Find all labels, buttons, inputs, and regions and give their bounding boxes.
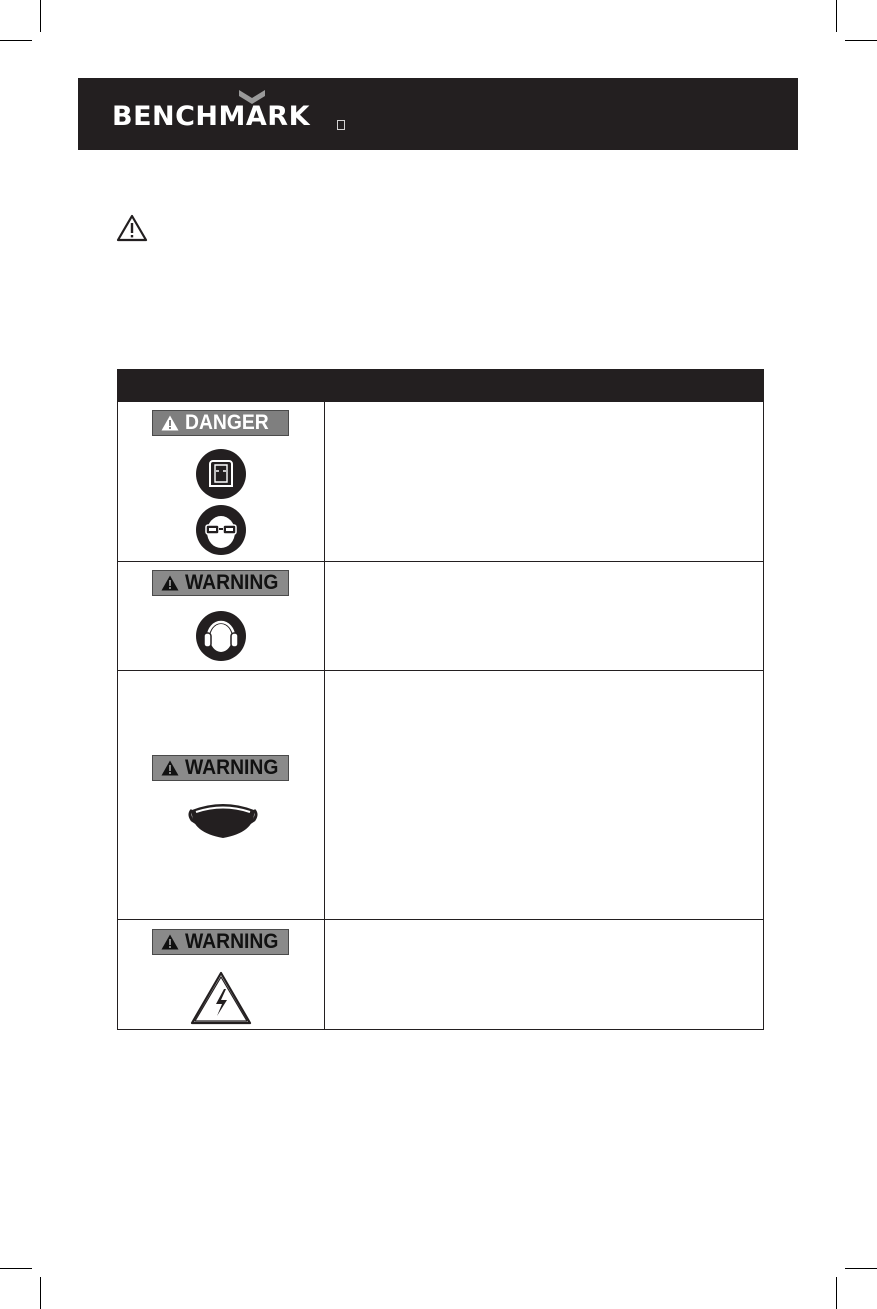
alert-triangle-icon (161, 575, 179, 591)
safety-glasses-icon (196, 505, 246, 555)
column-divider (324, 562, 325, 670)
column-divider (324, 920, 325, 1029)
crop-mark (845, 1268, 877, 1269)
crop-mark (40, 1277, 41, 1309)
table-header (118, 370, 763, 401)
alert-triangle-icon (161, 415, 179, 431)
crop-mark (0, 40, 32, 41)
signal-word: DANGER (185, 411, 269, 434)
table-row (118, 401, 763, 561)
table-row (118, 670, 763, 919)
logo-wordmark: BENCHMARK (112, 101, 311, 132)
hearing-protection-icon (196, 611, 246, 661)
alert-triangle-icon (161, 934, 179, 950)
column-divider (324, 402, 325, 561)
alert-triangle-icon (161, 760, 179, 776)
signal-word: WARNING (185, 756, 279, 779)
crop-mark (845, 40, 877, 41)
dust-mask-icon (188, 796, 258, 840)
signal-word-label (152, 755, 289, 781)
signal-word: WARNING (185, 930, 279, 953)
column-divider (324, 671, 325, 919)
crop-mark (0, 1268, 32, 1269)
table-row (118, 919, 763, 1029)
face-shield-icon (196, 449, 246, 499)
signal-word-label (152, 929, 289, 955)
brand-logo (112, 90, 352, 132)
crop-mark (40, 0, 41, 32)
signal-word: WARNING (185, 571, 279, 594)
crop-mark (836, 1277, 837, 1309)
table-row (118, 561, 763, 670)
electric-shock-icon (190, 971, 252, 1025)
signal-word-label (152, 410, 289, 436)
warning-triangle-icon (116, 214, 148, 242)
safety-table (117, 369, 764, 1030)
registered-mark-icon (337, 120, 345, 130)
signal-word-label (152, 570, 289, 596)
crop-mark (836, 0, 837, 32)
